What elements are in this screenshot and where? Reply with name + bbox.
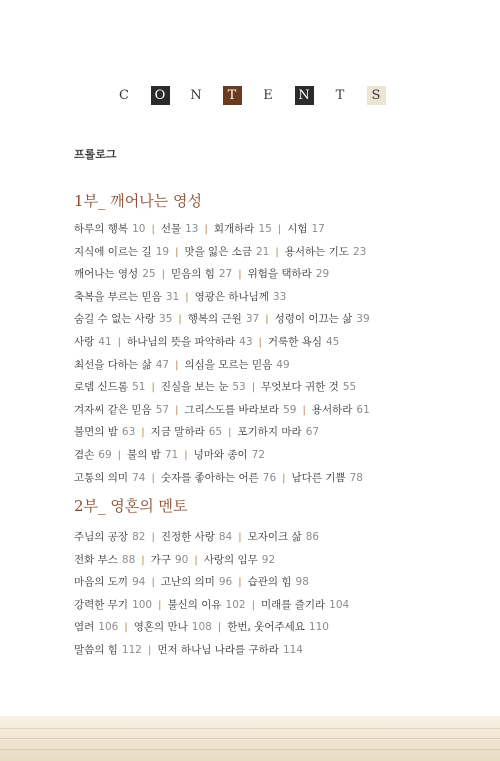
toc-entry[interactable] (161, 472, 276, 484)
toc-entry[interactable] (227, 621, 329, 633)
entry-separator: | (141, 427, 145, 439)
entry-separator: | (151, 532, 155, 543)
toc-entry-page: 78 (349, 471, 363, 484)
toc-entry[interactable] (74, 381, 145, 393)
toc-entry-title: 습관의 힘 (247, 576, 292, 589)
entry-separator: | (204, 224, 208, 235)
toc-line (74, 221, 434, 244)
toc-entry-title: 축복을 부르는 믿음 (74, 290, 162, 303)
toc-entry-page: 37 (245, 313, 260, 326)
toc-entry-title: 진정한 사랑 (160, 531, 215, 543)
entry-separator: | (124, 622, 128, 634)
contents-letter: E (263, 88, 273, 103)
toc-entry[interactable] (248, 268, 330, 280)
toc-entry-title: 영혼의 만나 (133, 621, 188, 634)
toc-line (74, 424, 434, 447)
toc-entry-title: 모자이크 삶 (247, 531, 302, 543)
entry-separator: | (217, 622, 222, 634)
toc-entry[interactable] (74, 644, 142, 656)
toc-entry[interactable] (195, 291, 287, 303)
entry-separator: | (258, 336, 262, 348)
toc-entry-page: 65 (208, 426, 223, 439)
entry-separator: | (275, 246, 279, 258)
toc-line (74, 402, 434, 425)
toc-line (74, 311, 434, 334)
decorative-footer-band (0, 716, 500, 761)
toc-entry-page: 86 (305, 531, 320, 543)
toc-entry-title: 남다른 기쁨 (291, 471, 346, 484)
toc-entry-page: 92 (261, 553, 276, 566)
contents-letter: T (335, 88, 345, 103)
toc-entry-title: 넝마와 종이 (193, 448, 248, 461)
toc-entry[interactable] (204, 554, 275, 566)
toc-entry-page: 72 (251, 448, 266, 461)
entry-separator: | (151, 577, 155, 589)
toc-entry-title: 성령이 이끄는 삶 (274, 313, 353, 326)
entry-separator: | (238, 532, 242, 543)
toc-entry[interactable] (161, 381, 246, 393)
toc-entry[interactable] (127, 336, 252, 348)
toc-entry-page: 102 (225, 598, 246, 611)
toc-entry[interactable] (74, 223, 145, 235)
toc-entry-title: 용서하라 (311, 403, 353, 416)
toc-entry-title: 전화 부스 (74, 553, 118, 566)
toc-line (74, 357, 434, 380)
toc-entry-page: 47 (155, 358, 170, 371)
toc-entry-title: 불면의 밤 (74, 426, 118, 439)
toc-entry-title: 미래를 즐기라 (260, 598, 326, 611)
toc-entry-page: 76 (262, 471, 277, 484)
entry-separator: | (151, 224, 155, 235)
toc-line (74, 619, 434, 642)
toc-entry-title: 먼저 하나님 나라를 구하라 (157, 643, 279, 656)
toc-entry[interactable] (237, 426, 319, 438)
toc-entry-title: 한번, 웃어주세요 (227, 621, 305, 634)
toc-entry-title: 선물 (160, 223, 182, 235)
toc-entry[interactable] (285, 246, 367, 258)
toc-entry[interactable] (74, 531, 145, 543)
toc-entry-title: 진실을 보는 눈 (160, 381, 229, 394)
toc-entry-title: 최선을 다하는 삶 (74, 358, 152, 371)
toc-entry-title: 맛을 잃은 소금 (184, 245, 252, 258)
toc-entry[interactable] (127, 449, 178, 461)
toc-entry-page: 106 (98, 621, 119, 634)
toc-entry-page: 88 (121, 553, 136, 566)
toc-entry-title: 염려 (74, 621, 95, 634)
entry-separator: | (282, 472, 286, 484)
entry-separator: | (151, 472, 155, 484)
entry-separator: | (158, 599, 162, 611)
toc-line (74, 597, 434, 620)
toc-entry-title: 행복의 근원 (187, 313, 242, 326)
entry-separator: | (147, 644, 152, 656)
toc-line (74, 574, 434, 597)
toc-entry-page: 45 (325, 335, 340, 348)
toc-entry-title: 불신의 이유 (167, 598, 222, 611)
toc-entry-title: 지식에 이르는 길 (74, 245, 152, 258)
toc-entry-title: 숨길 수 없는 사랑 (74, 313, 156, 326)
toc-entry-title: 사랑 (74, 335, 95, 348)
toc-line (74, 642, 434, 665)
toc-entry-page: 49 (276, 358, 290, 371)
toc-entry-title: 무엇보다 귀한 것 (261, 381, 339, 394)
toc-line (74, 266, 434, 289)
toc-line (74, 379, 434, 402)
toc-entry-title: 겨자씨 같은 믿음 (74, 403, 152, 416)
contents-letter: O (151, 86, 170, 105)
toc-entry[interactable] (74, 291, 179, 303)
toc-entry[interactable] (161, 576, 232, 588)
toc-entry[interactable] (161, 531, 232, 543)
toc-entry[interactable] (275, 313, 370, 325)
toc-entry-title: 그리스도를 바라보라 (184, 403, 280, 416)
toc-entry-title: 가구 (150, 553, 171, 566)
toc-entry-title: 하루의 행복 (74, 223, 129, 235)
entry-separator: | (251, 382, 256, 394)
toc-line (74, 289, 434, 312)
toc-entry[interactable] (74, 426, 135, 438)
toc-entry-page: 10 (132, 223, 146, 235)
toc-entry-title: 숫자를 좋아하는 어른 (160, 471, 259, 484)
toc-entry-title: 용서하는 기도 (284, 245, 349, 258)
entry-separator: | (178, 314, 182, 326)
toc-entry[interactable] (188, 313, 259, 325)
entry-separator: | (265, 314, 269, 326)
toc-entry-page: 19 (155, 245, 170, 258)
toc-entry-page: 33 (272, 290, 287, 303)
entry-separator: | (141, 554, 145, 566)
entry-separator: | (185, 291, 189, 303)
contents-heading (0, 86, 500, 105)
part2-title[interactable]: 2부_ 영혼의 멘토 (74, 497, 188, 515)
toc-entry-title: 지금 말하라 (150, 426, 205, 439)
toc-entry-title: 믿음의 힘 (170, 268, 215, 281)
toc-entry-page: 43 (239, 335, 253, 348)
toc-entry-title: 위험을 택하라 (247, 268, 312, 281)
toc-entry-title: 로뎀 신드롬 (74, 381, 129, 394)
toc-entry[interactable] (292, 472, 363, 484)
toc-entry[interactable] (74, 268, 156, 280)
entry-separator: | (194, 554, 198, 566)
toc-entry-page: 53 (232, 381, 246, 394)
toc-line (74, 552, 434, 575)
entry-separator: | (302, 404, 306, 416)
toc-entry-page: 94 (132, 576, 146, 589)
toc-entry-title: 의심을 모르는 믿음 (184, 358, 273, 371)
prologue-entry[interactable]: 프롤로그 (74, 148, 117, 161)
entry-separator: | (117, 449, 122, 461)
toc-entry-page: 98 (295, 576, 309, 589)
contents-letter: C (119, 88, 129, 103)
toc-entry[interactable] (74, 554, 135, 566)
toc-entry-page: 61 (356, 403, 370, 416)
toc-entry[interactable] (248, 531, 319, 543)
entry-separator: | (238, 577, 242, 589)
toc-entry-page: 29 (315, 268, 330, 281)
toc-entry-title: 고통의 의미 (74, 471, 129, 484)
toc-entry[interactable] (74, 336, 112, 348)
entry-separator: | (277, 224, 282, 235)
toc-entry[interactable] (261, 599, 349, 611)
toc-entry-title: 마음의 도끼 (74, 576, 129, 589)
toc-entry[interactable] (287, 223, 325, 235)
entry-separator: | (151, 382, 155, 394)
entry-separator: | (175, 246, 179, 258)
toc-entry[interactable] (74, 246, 169, 258)
toc-entry-title: 강력한 무기 (74, 598, 129, 611)
toc-entry-title: 주님의 공장 (74, 531, 129, 543)
toc-entry[interactable] (161, 223, 199, 235)
toc-line (74, 529, 434, 552)
toc-entry[interactable] (184, 246, 269, 258)
toc-entry-page: 82 (132, 531, 146, 543)
toc-entry-title: 깨어나는 영성 (74, 268, 139, 281)
toc-line (74, 447, 434, 470)
toc-entry-page: 69 (98, 448, 112, 461)
toc-entry-page: 17 (311, 223, 325, 235)
toc-entry[interactable] (74, 621, 118, 633)
toc-entry-page: 74 (132, 471, 146, 484)
entry-separator: | (251, 599, 255, 611)
contents-letter: N (295, 86, 314, 105)
toc-entry-page: 13 (185, 223, 199, 235)
toc-entry[interactable] (157, 644, 303, 656)
toc-entry[interactable] (312, 404, 370, 416)
toc-entry-title: 사랑의 임무 (203, 553, 258, 566)
toc-entry-page: 25 (142, 268, 156, 281)
entry-separator: | (175, 404, 179, 416)
toc-entry[interactable] (74, 472, 145, 484)
toc-entry[interactable] (74, 576, 145, 588)
toc-entry[interactable] (214, 223, 272, 235)
toc-entry[interactable] (134, 621, 212, 633)
toc-entry[interactable] (74, 449, 112, 461)
toc-entry-page: 31 (165, 290, 180, 303)
part1-entries (74, 221, 434, 492)
toc-entry[interactable] (184, 359, 289, 371)
entry-separator: | (228, 427, 232, 439)
toc-line (74, 244, 434, 267)
toc-entry-title: 포기하지 마라 (237, 426, 302, 439)
toc-entry-page: 57 (155, 403, 170, 416)
toc-entry-page: 35 (159, 313, 173, 326)
entry-separator: | (161, 269, 165, 281)
toc-entry-page: 59 (283, 403, 297, 416)
toc-entry-title: 불의 밤 (127, 448, 161, 461)
toc-entry[interactable] (167, 599, 245, 611)
toc-entry[interactable] (151, 426, 222, 438)
toc-entry-page: 112 (121, 643, 142, 656)
toc-entry-page: 27 (218, 268, 233, 281)
toc-entry[interactable] (151, 554, 189, 566)
toc-entry-page: 84 (218, 531, 233, 543)
toc-entry-page: 104 (329, 598, 350, 611)
toc-line (74, 470, 434, 493)
toc-entry-page: 41 (98, 335, 112, 348)
toc-entry-page: 63 (121, 426, 136, 439)
part1-title[interactable]: 1부_ 깨어나는 영성 (74, 192, 203, 210)
toc-entry[interactable] (74, 313, 172, 325)
toc-entry[interactable] (74, 359, 169, 371)
toc-entry[interactable] (184, 404, 296, 416)
entry-separator: | (117, 336, 122, 348)
toc-entry[interactable] (74, 404, 169, 416)
toc-entry-page: 21 (255, 245, 270, 258)
toc-entry-page: 110 (308, 621, 329, 634)
toc-entry[interactable] (261, 381, 356, 393)
entry-separator: | (238, 269, 242, 281)
toc-entry-title: 회개하라 (213, 223, 255, 235)
contents-letter: S (367, 86, 386, 105)
toc-entry-title: 영광은 하나님께 (194, 290, 269, 303)
toc-entry-page: 90 (174, 553, 189, 566)
toc-entry[interactable] (268, 336, 339, 348)
contents-letter: T (223, 86, 242, 105)
toc-entry-page: 39 (356, 313, 370, 326)
toc-entry-title: 거룩한 욕심 (267, 335, 322, 348)
toc-entry-page: 23 (352, 245, 367, 258)
entry-separator: | (175, 359, 179, 371)
toc-entry-title: 시험 (287, 223, 308, 235)
toc-line (74, 334, 434, 357)
toc-entry-page: 51 (132, 381, 146, 394)
toc-entry-page: 108 (191, 621, 212, 634)
toc-entry-page: 71 (164, 448, 179, 461)
toc-entry[interactable] (248, 576, 309, 588)
toc-entry-page: 96 (218, 576, 233, 589)
toc-entry-page: 67 (305, 426, 320, 439)
toc-entry-page: 55 (342, 381, 357, 394)
toc-entry[interactable] (74, 599, 152, 611)
toc-entry-page: 114 (282, 643, 303, 656)
toc-entry-title: 하나님의 뜻을 파악하라 (127, 335, 236, 348)
part2-entries (74, 529, 434, 665)
contents-letter: N (190, 88, 202, 103)
toc-entry-page: 15 (258, 223, 272, 235)
toc-entry[interactable] (171, 268, 232, 280)
toc-entry-page: 100 (132, 598, 153, 611)
toc-entry[interactable] (194, 449, 265, 461)
toc-entry-title: 겸손 (74, 448, 95, 461)
toc-entry-title: 고난의 의미 (160, 576, 215, 589)
toc-entry-title: 말씀의 힘 (74, 643, 118, 656)
entry-separator: | (184, 449, 188, 461)
